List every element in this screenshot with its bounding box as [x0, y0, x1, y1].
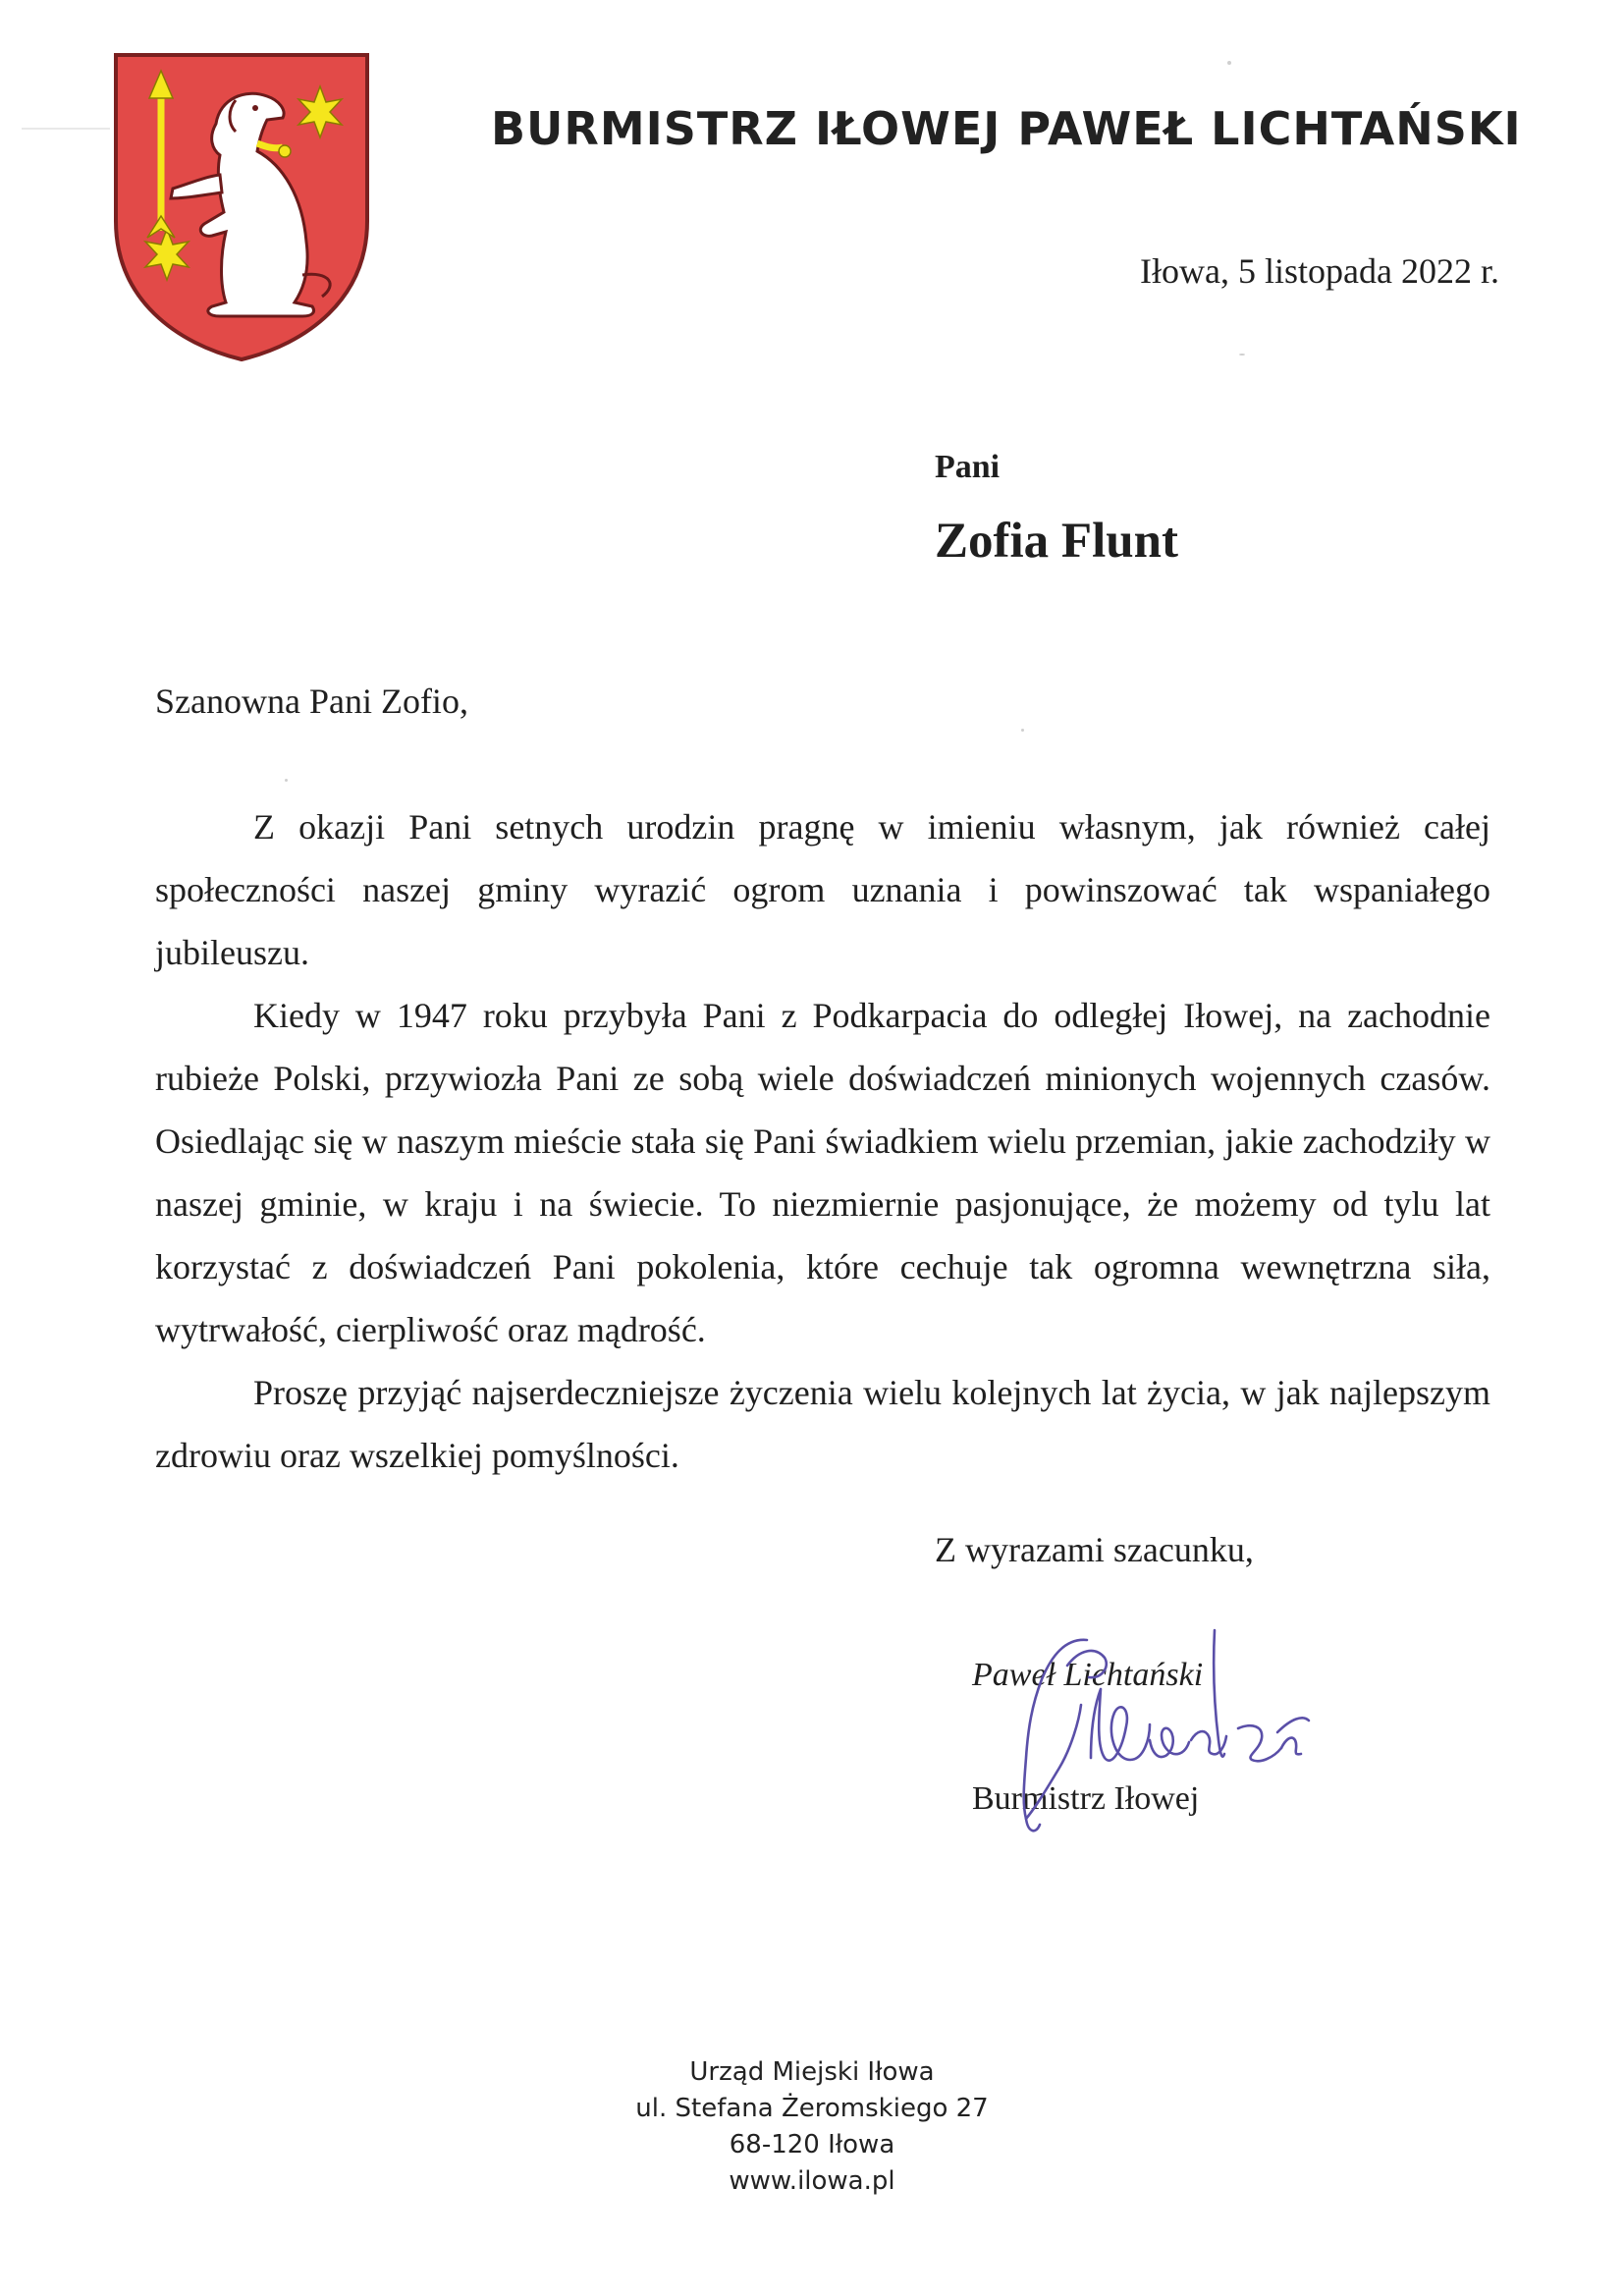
recipient-name: Zofia Flunt	[935, 514, 1178, 569]
footer-office: Urząd Miejski Iłowa	[689, 2057, 935, 2087]
coat-of-arms-icon	[110, 49, 373, 363]
scan-speck	[285, 779, 288, 782]
scan-speck	[22, 128, 110, 130]
salutation: Szanowna Pani Zofio,	[155, 682, 468, 721]
recipient-prefix: Pani	[935, 449, 1001, 485]
scan-speck	[1227, 61, 1231, 65]
scan-speck	[1239, 354, 1245, 355]
letterhead-title: BURMISTRZ IŁOWEJ PAWEŁ LICHTAŃSKI	[491, 102, 1522, 155]
place-and-date: Iłowa, 5 listopada 2022 r.	[1140, 251, 1499, 291]
signatory-role: Burmistrz Iłowej	[972, 1780, 1200, 1817]
footer-website-link[interactable]: www.ilowa.pl	[729, 2166, 895, 2196]
closing-phrase: Z wyrazami szacunku,	[935, 1530, 1254, 1569]
letter-footer	[0, 2054, 1624, 2200]
letter-body	[155, 795, 1490, 1487]
body-paragraph: Z okazji Pani setnych urodzin pragnę w imieniu własnym, jak również całej społeczności naszej gminy wyrazić ogrom uznania i powinszować tak wspaniałego jubileuszu.	[155, 807, 1490, 972]
signatory-name: Paweł Lichtański	[972, 1657, 1204, 1693]
scan-speck	[1021, 729, 1024, 732]
body-paragraph: Proszę przyjąć najserdeczniejsze życzenia wielu kolejnych lat życia, w jak najlepszym zdrowiu oraz wszelkiej pomyślności.	[155, 1373, 1490, 1475]
handwritten-signature-icon	[957, 1611, 1321, 1856]
footer-street: ul. Stefana Żeromskiego 27	[635, 2094, 989, 2123]
footer-postal-city: 68-120 Iłowa	[729, 2130, 895, 2159]
body-paragraph: Kiedy w 1947 roku przybyła Pani z Podkarpacia do odległej Iłowej, na zachodnie rubieże Polski, przywiozła Pani ze sobą wiele doświadczeń minionych wojennych czasów. Osiedlając się w naszym mieście stała się Pani świadkiem wielu przemian, jakie zachodziły w naszej gminie, w kraju i na świecie. To niezmiernie pasjonujące, że możemy od tylu lat korzystać z doświadczeń Pani pokolenia, które cechuje tak ogromna wewnętrzna siła, wytrwałość, cierpliwość oraz mądrość.	[155, 996, 1490, 1349]
